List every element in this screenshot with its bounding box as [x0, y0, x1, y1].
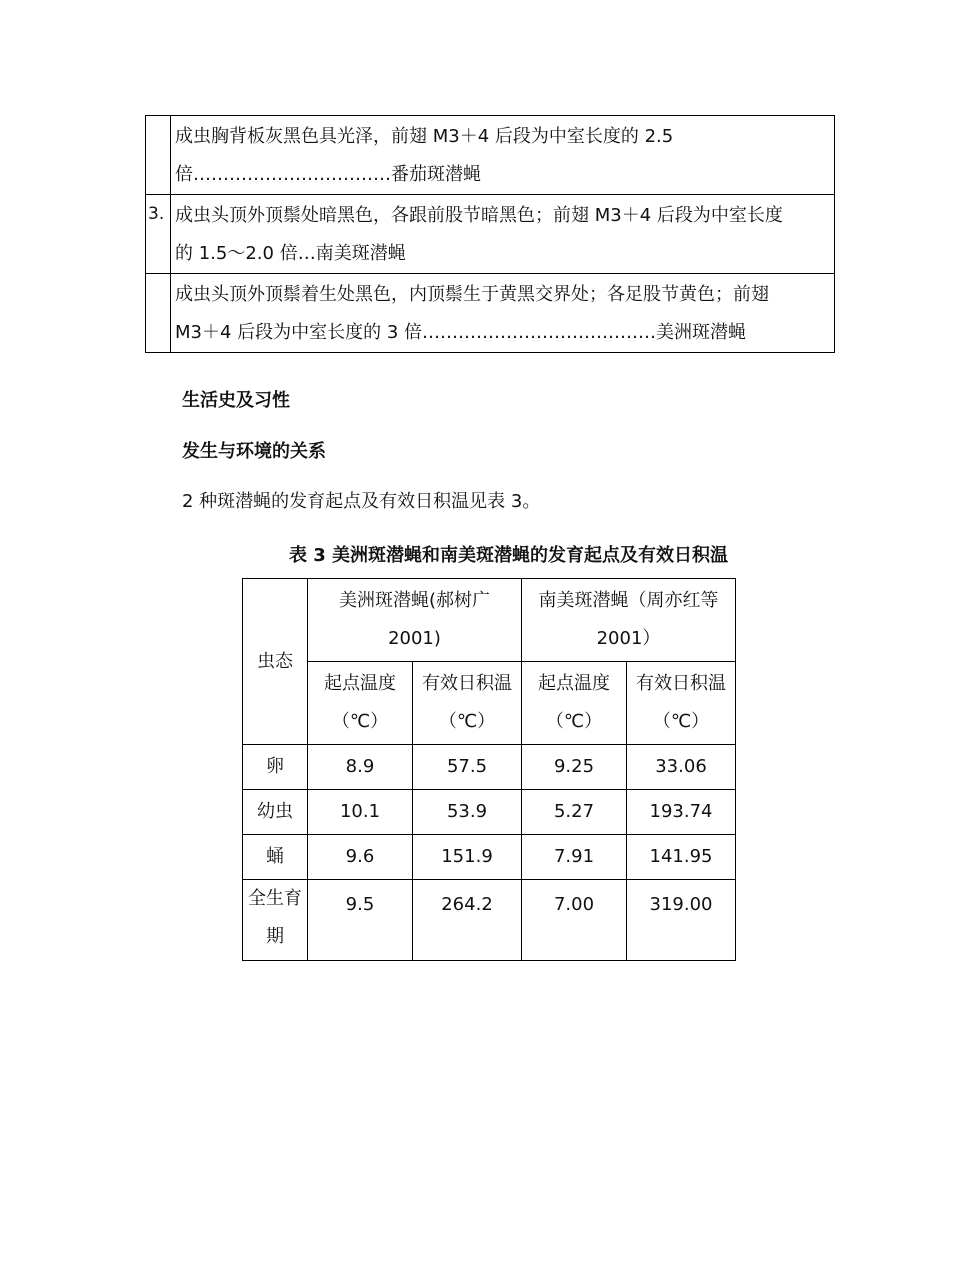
- value-cell: 151.9: [413, 835, 522, 880]
- value-cell: [627, 880, 736, 961]
- identification-key-table: [145, 115, 835, 353]
- key-row-line: 倍……………………………番茄斑潜蝇: [175, 164, 481, 185]
- stage-header: 虫态: [243, 579, 308, 745]
- key-row-number: [146, 116, 171, 195]
- key-row-line: 成虫胸背板灰黑色具光泽，前翅 M3＋4 后段为中室长度的 2.5: [175, 126, 674, 147]
- key-row-number: 3.: [146, 195, 171, 274]
- subheader-accumulated-temp: [413, 662, 522, 745]
- key-row-line: 成虫头顶外顶鬃处暗黑色，各跟前股节暗黑色；前翅 M3＋4 后段为中室长度: [175, 205, 783, 226]
- subheader-line: 起点温度: [324, 673, 396, 694]
- value-text: 7.00: [553, 894, 595, 915]
- value-cell: [308, 880, 413, 961]
- table-caption: 表 3 美洲斑潜蝇和南美斑潜蝇的发育起点及有效日积温: [288, 545, 729, 566]
- subheader-line: 有效日积温: [636, 673, 726, 694]
- table-row: [243, 745, 736, 790]
- stage-cell-line: 期: [266, 926, 284, 947]
- key-row-line: M3＋4 后段为中室长度的 3 倍…………………………………美洲斑潜蝇: [175, 322, 747, 343]
- intro-paragraph: 2 种斑潜蝇的发育起点及有效日积温见表 3。: [182, 491, 541, 512]
- stage-cell: [243, 880, 308, 961]
- subheader-threshold: [522, 662, 627, 745]
- stage-cell: 卵: [243, 745, 308, 790]
- stage-cell: 蛹: [243, 835, 308, 880]
- group-header-american: [308, 579, 522, 662]
- value-cell: 193.74: [627, 790, 736, 835]
- subheader-line: （℃）: [438, 711, 496, 732]
- subheader-line: （℃）: [652, 711, 710, 732]
- table-row: [243, 880, 736, 961]
- stage-cell-line: 全生育: [248, 888, 302, 909]
- table-row: [243, 835, 736, 880]
- key-row-number: [146, 274, 171, 353]
- stage-cell: 幼虫: [243, 790, 308, 835]
- key-row-line: 的 1.5～2.0 倍…南美斑潜蝇: [175, 243, 406, 264]
- value-cell: 57.5: [413, 745, 522, 790]
- subheader-threshold: [308, 662, 413, 745]
- development-threshold-table: [242, 578, 736, 961]
- key-row: [146, 195, 835, 274]
- subheader-line: （℃）: [331, 711, 389, 732]
- key-row: [146, 274, 835, 353]
- table-row: [243, 790, 736, 835]
- value-cell: [413, 880, 522, 961]
- value-cell: 53.9: [413, 790, 522, 835]
- value-cell: 5.27: [522, 790, 627, 835]
- heading-environment: 发生与环境的关系: [182, 441, 326, 462]
- table-subheader-row: [243, 662, 736, 745]
- value-cell: [522, 880, 627, 961]
- group-header-south-american: [522, 579, 736, 662]
- value-cell: 8.9: [308, 745, 413, 790]
- subheader-line: （℃）: [545, 711, 603, 732]
- key-row-text: [171, 116, 835, 195]
- value-text: 264.2: [441, 894, 493, 915]
- value-cell: 10.1: [308, 790, 413, 835]
- key-row-text: [171, 195, 835, 274]
- group-header-line: 南美斑潜蝇（周亦红等: [538, 590, 719, 611]
- subheader-accumulated-temp: [627, 662, 736, 745]
- heading-life-history: 生活史及习性: [182, 390, 290, 411]
- key-row-text: [171, 274, 835, 353]
- value-text: 9.5: [345, 894, 375, 915]
- value-cell: 141.95: [627, 835, 736, 880]
- key-row-line: 成虫头顶外顶鬃着生处黑色，内顶鬃生于黄黑交界处；各足股节黄色；前翅: [175, 284, 769, 305]
- group-header-line: 2001）: [596, 628, 661, 649]
- subheader-line: 有效日积温: [422, 673, 512, 694]
- table-header-row: [243, 579, 736, 662]
- key-row: [146, 116, 835, 195]
- value-cell: 7.91: [522, 835, 627, 880]
- value-cell: 9.25: [522, 745, 627, 790]
- value-cell: 33.06: [627, 745, 736, 790]
- group-header-line: 美洲斑潜蝇(郝树广: [338, 590, 491, 611]
- value-text: 319.00: [649, 894, 713, 915]
- subheader-line: 起点温度: [538, 673, 610, 694]
- value-cell: 9.6: [308, 835, 413, 880]
- group-header-line: 2001): [388, 628, 441, 649]
